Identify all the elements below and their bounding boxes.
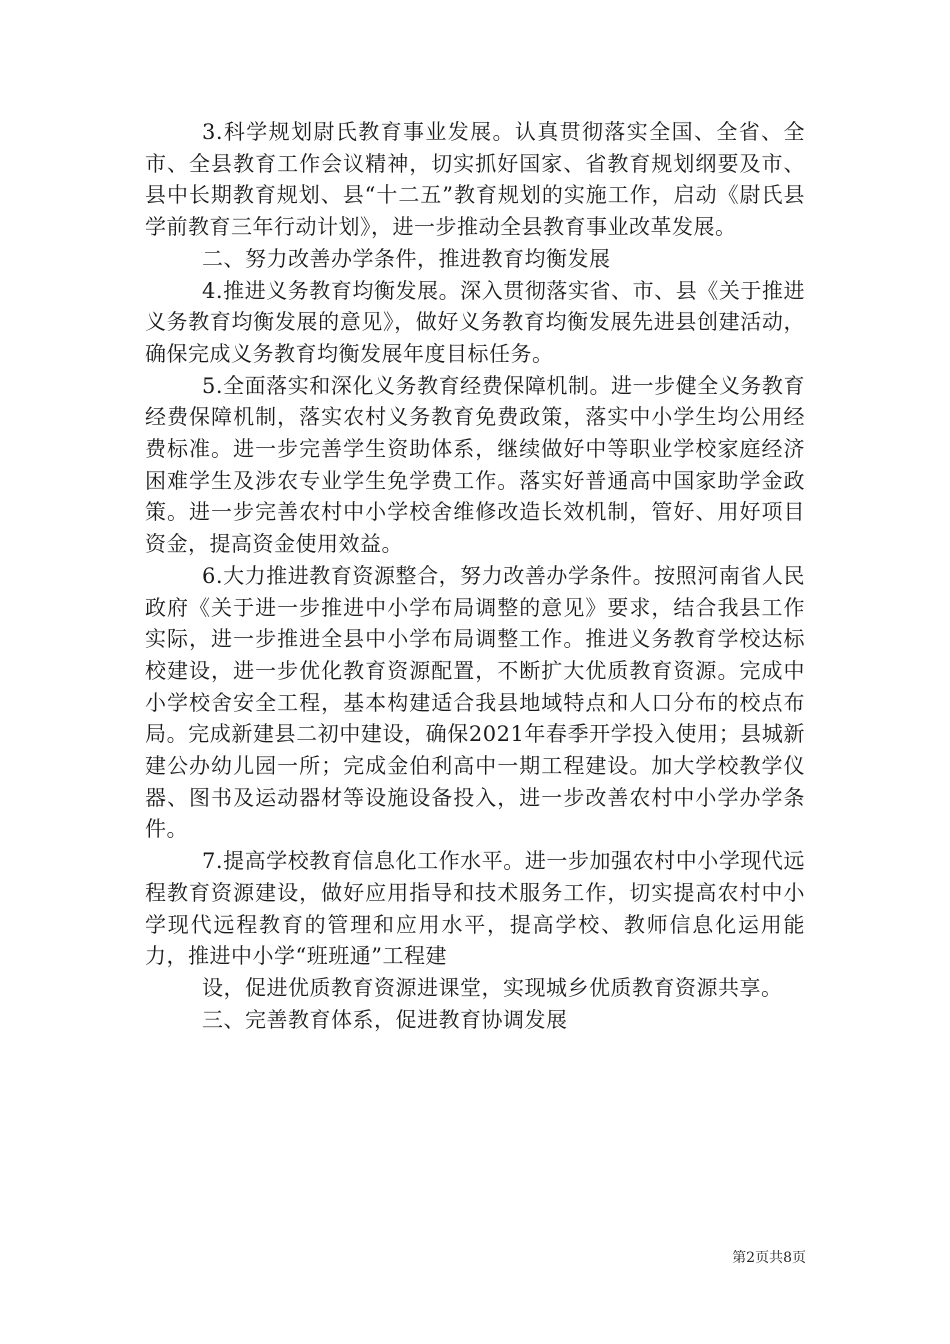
section-heading-3: 三、完善教育体系，促进教育协调发展 [202,1007,568,1032]
paragraph-item-4: 4.推进义务教育均衡发展。深入贯彻落实省、市、县《关于推进义务教育均衡发展的意见》，做好义务教育均衡发展先进县创建活动，确保完成义务教育均衡发展年度目标任务。 [145,278,805,366]
paragraph-continuation: 设，促进优质教育资源进课堂，实现城乡优质教育资源共享。 [202,975,783,1000]
document-body [145,117,805,1036]
section-heading-2: 二、努力改善办学条件，推进教育均衡发展 [202,246,611,271]
paragraph-item-6: 6.大力推进教育资源整合，努力改善办学条件。按照河南省人民政府《关于进一步推进中小学布局调整的意见》要求，结合我县工作实际，进一步推进全县中小学布局调整工作。推进义务教育学校达标校建设，进一步优化教育资源配置，不断扩大优质教育资源。完成中小学校舍安全工程，基本构建适合我县地域特点和人口分布的校点布局。完成新建县二初中建设，确保2021年春季开学投入使用；县城新建公办幼儿园一所；完成金伯利高中一期工程建设。加大学校教学仪器、图书及运动器材等设施设备投入，进一步改善农村中小学办学条件。 [145,563,805,842]
paragraph-item-3: 3.科学规划尉氏教育事业发展。认真贯彻落实全国、全省、全市、全县教育工作会议精神，切实抓好国家、省教育规划纲要及市、县中长期教育规划、县“十二五”教育规划的实施工作，启动《尉氏县学前教育三年行动计划》，进一步推动全县教育事业改革发展。 [145,120,805,240]
page-number-footer: 第2页共8页 [732,1250,806,1266]
paragraph-item-7: 7.提高学校教育信息化工作水平。进一步加强农村中小学现代远程教育资源建设，做好应用指导和技术服务工作，切实提高农村中小学现代远程教育的管理和应用水平，提高学校、教师信息化运用能力，推进中小学“班班通”工程建 [145,849,805,969]
paragraph-item-5: 5.全面落实和深化义务教育经费保障机制。进一步健全义务教育经费保障机制，落实农村义务教育免费政策，落实中小学生均公用经费标准。进一步完善学生资助体系，继续做好中等职业学校家庭经济困难学生及涉农专业学生免学费工作。落实好普通高中国家助学金政策。进一步完善农村中小学校舍维修改造长效机制，管好、用好项目资金，提高资金使用效益。 [145,373,805,557]
